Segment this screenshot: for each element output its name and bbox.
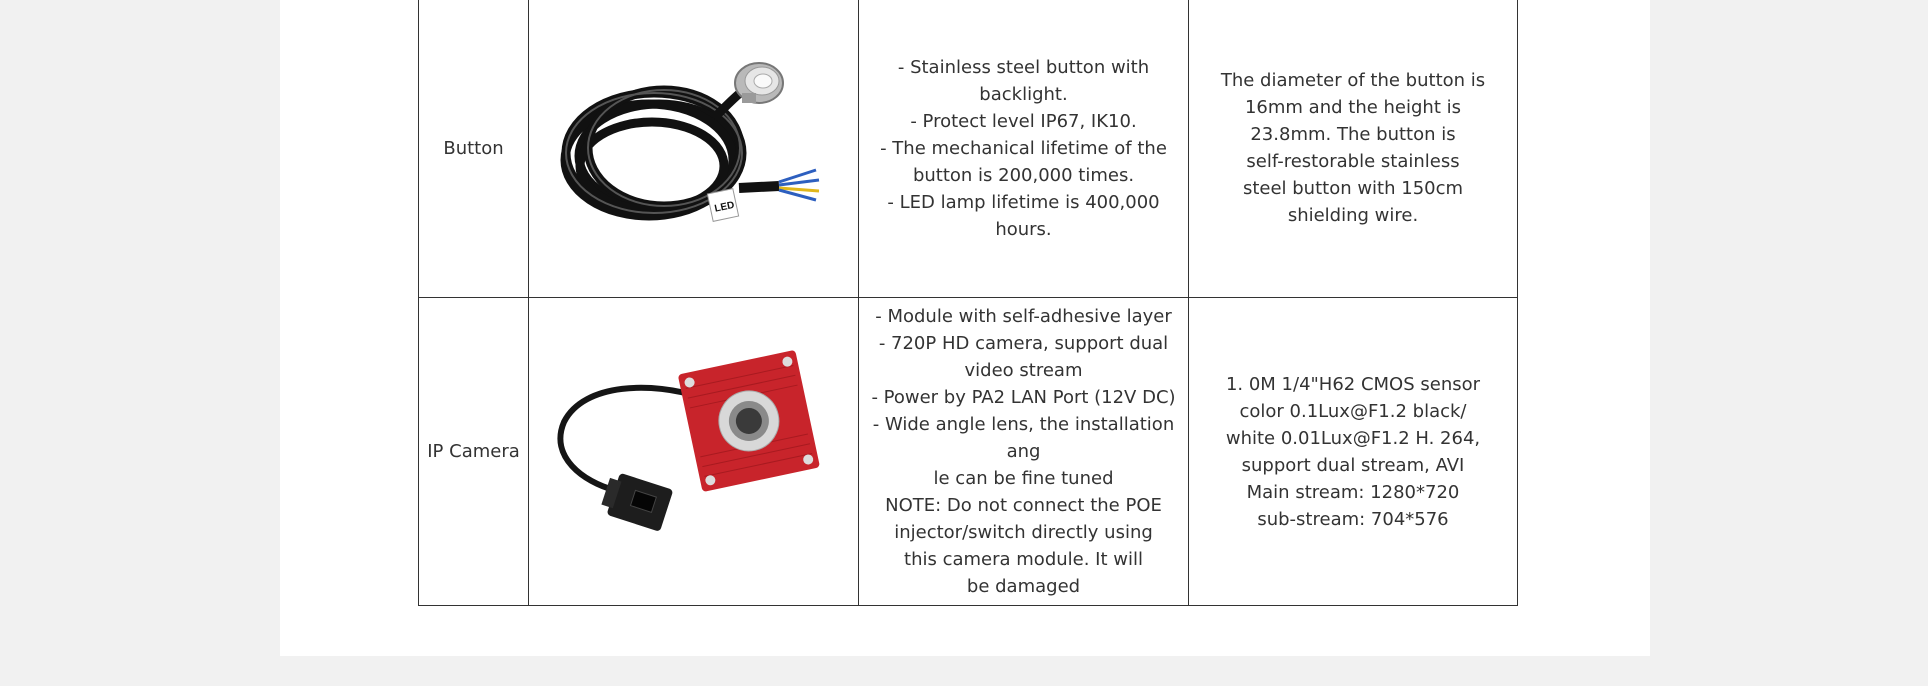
specs-cell: 1. 0M 1/4"H62 CMOS sensor color 0.1Lux@F1.2 black/ white 0.01Lux@F1.2 H. 264, support dual stream, AVI Main stream: 1280*720 sub-stream: 704*576 (1189, 298, 1518, 606)
product-spec-table (418, 0, 1518, 606)
product-image-cell (529, 0, 859, 298)
camera-board-icon (677, 349, 819, 491)
product-image-cell (529, 298, 859, 606)
specs-cell: The diameter of the button is 16mm and the height is 23.8mm. The button is self-restorable stainless steel button with 150cm shielding wire. (1189, 0, 1518, 298)
rj45-socket-icon (598, 470, 672, 532)
features-cell: - Stainless steel button with backlight. - Protect level IP67, IK10. - The mechanical lifetime of the button is 200,000 times. - LED lamp lifetime is 400,000 hours. (859, 0, 1189, 298)
table-row (419, 0, 1518, 298)
led-tag-label: LED (713, 199, 735, 215)
stainless-button-icon (735, 63, 783, 103)
content-panel (280, 0, 1650, 656)
row-name: IP Camera (419, 298, 529, 606)
table-row (419, 298, 1518, 606)
row-name: Button (419, 0, 529, 298)
ip-camera-image (544, 342, 844, 562)
button-cable-image (544, 48, 844, 248)
features-cell: - Module with self-adhesive layer - 720P HD camera, support dual video stream - Power by PA2 LAN Port (12V DC) - Wide angle lens, the installation ang le can be fine tuned NOTE: Do not connect the POE injector/switch directly using this camera module. It will be damaged (859, 298, 1189, 606)
